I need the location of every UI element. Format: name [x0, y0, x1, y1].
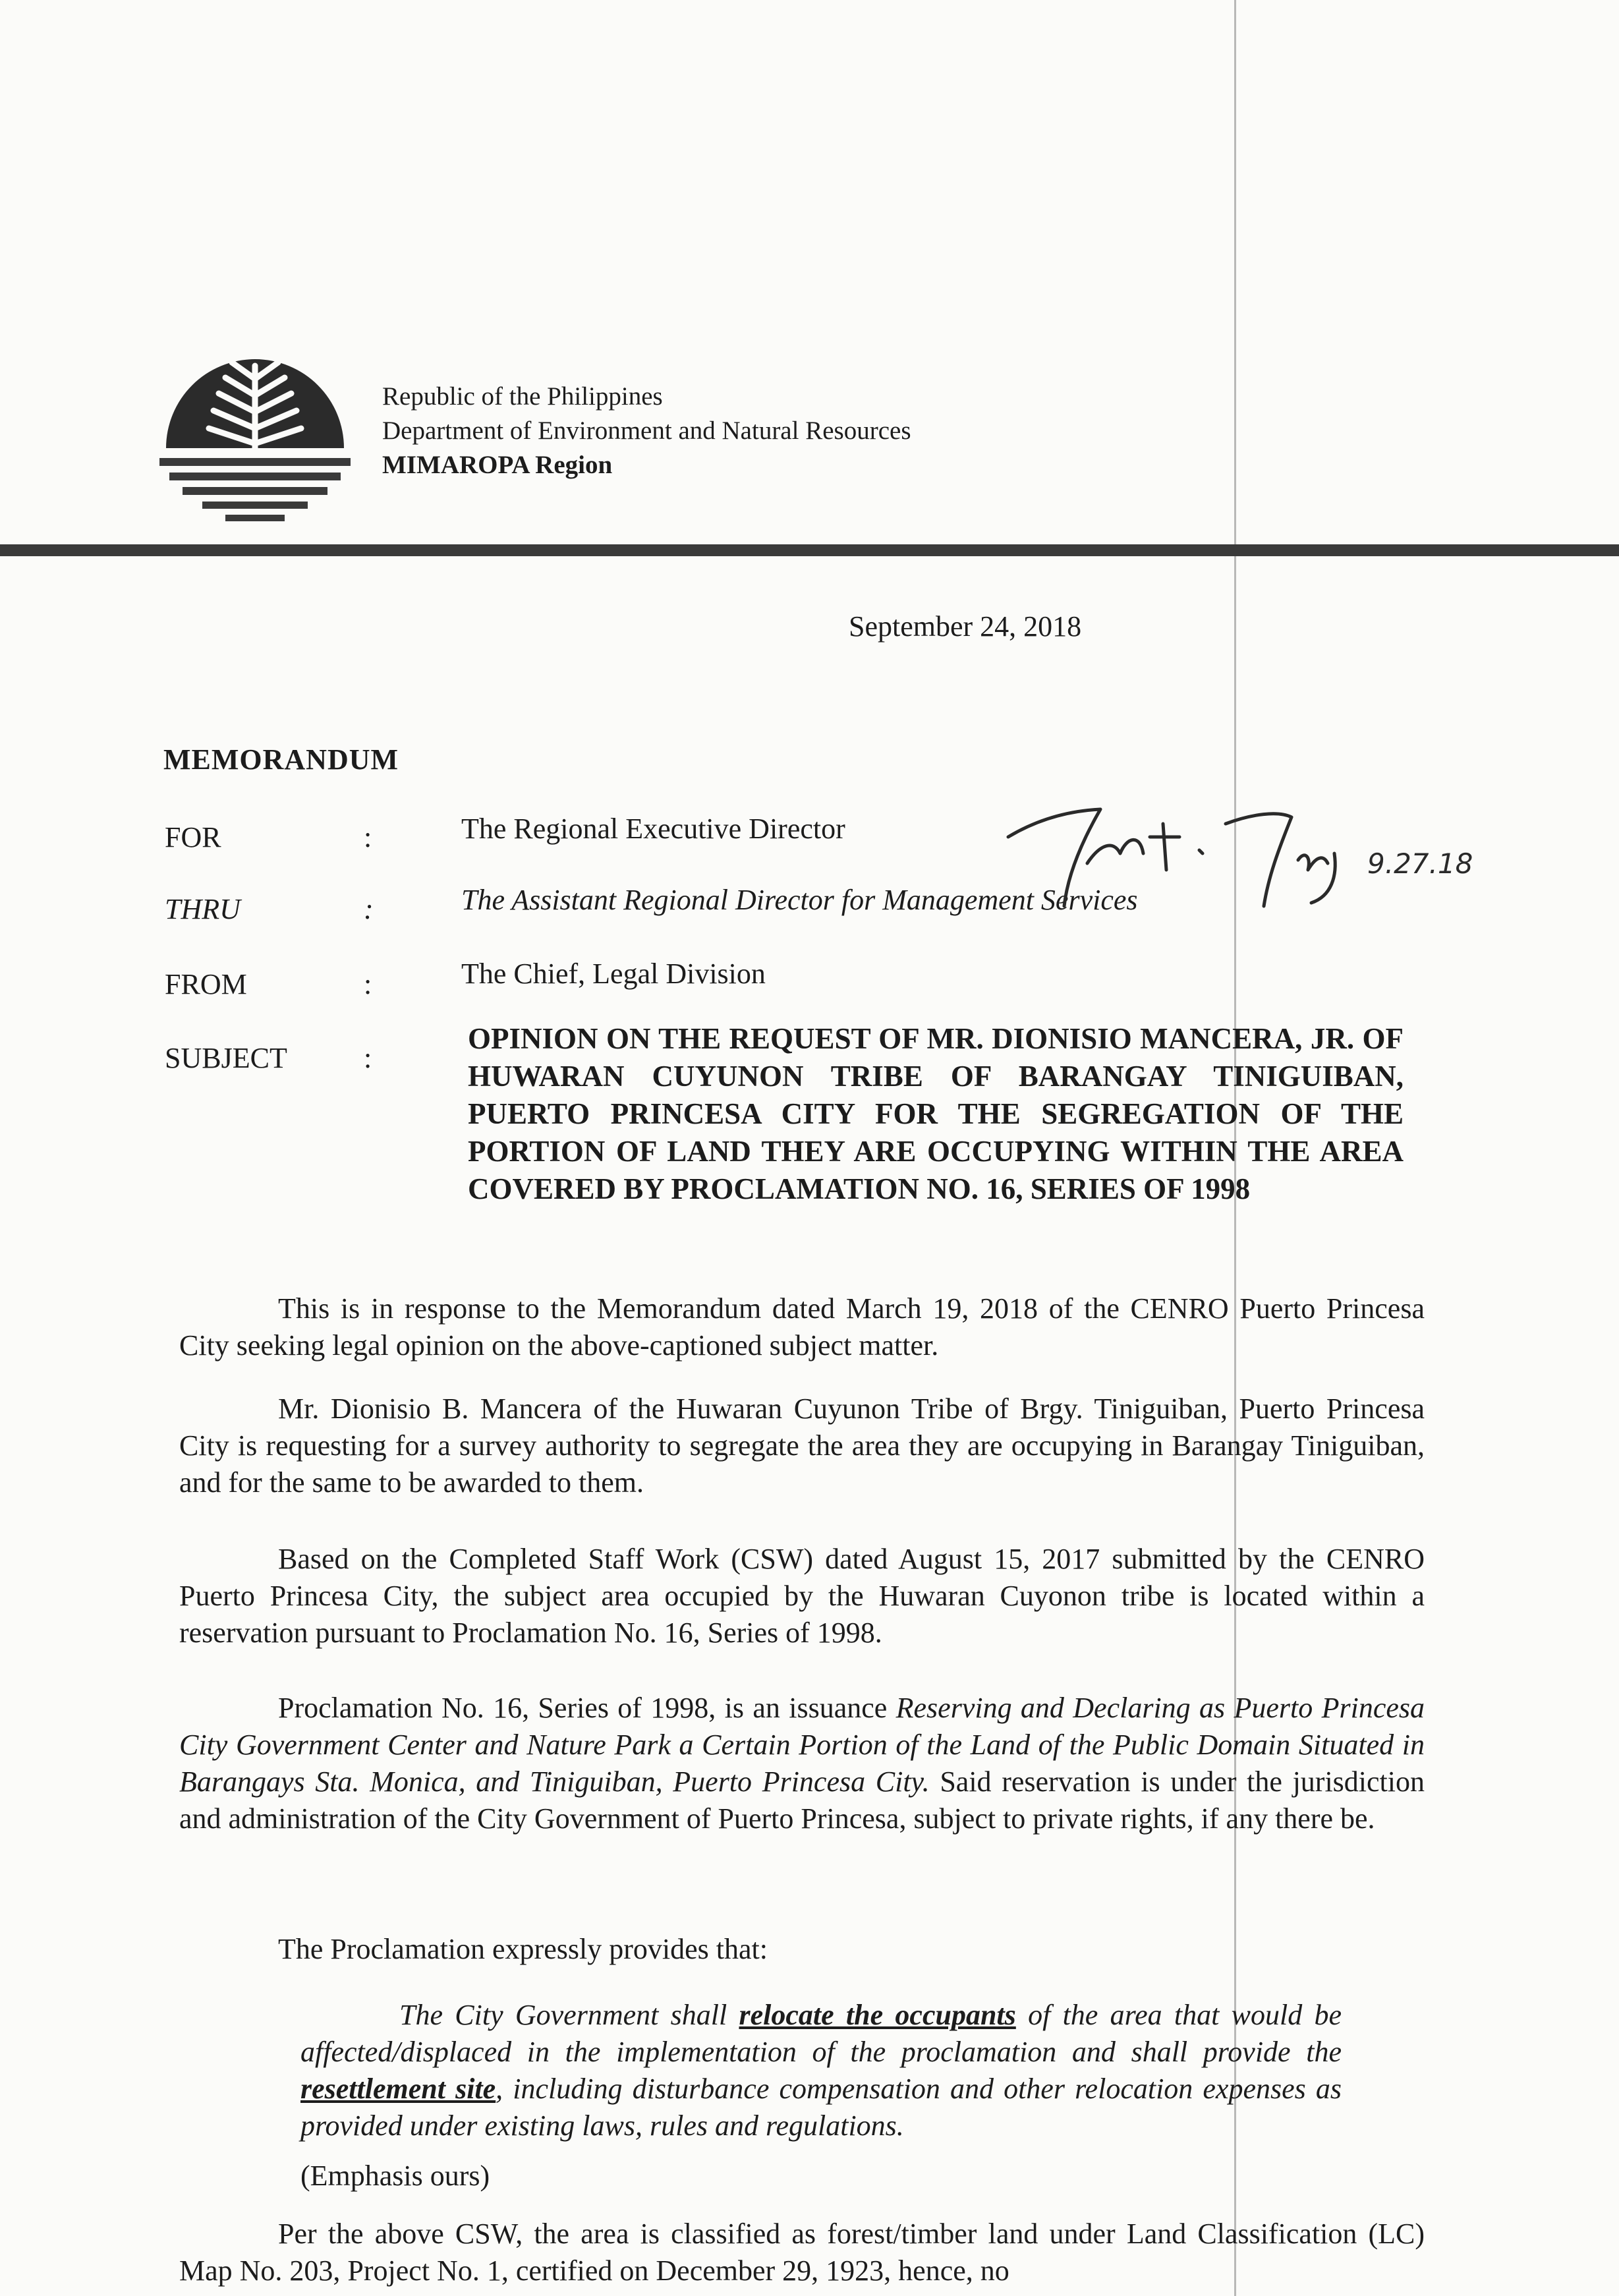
paragraph-6: Per the above CSW, the area is classified as forest/timber land under Land Classification (LC) Map No. 203, Project No. 1, certified on December 29, 1923, hence, no: [179, 2218, 1425, 2287]
quote-part-1: The City Government shall: [399, 1999, 739, 2031]
paragraph-4-title: Reserving and Declaring as Puerto Princesa City Government Center and Nature Park a Certain Portion of the Land of the Public Domain Situated in Barangays Sta. Monica, and Tiniguiban, Puerto Princesa City.: [179, 1692, 1425, 1798]
quote-emphasis-1: relocate the occupants: [739, 1999, 1016, 2031]
thru-label: THRU: [165, 893, 241, 925]
denr-logo: [153, 333, 357, 537]
memo-date: September 24, 2018: [849, 610, 1082, 643]
handwritten-date: 9.27.18: [1367, 847, 1473, 880]
from-colon: :: [364, 968, 372, 1000]
thru-colon: :: [364, 893, 374, 925]
for-label: FOR: [165, 821, 221, 853]
quote-part-3: , including disturbance compensation and other relocation expenses as provided under existing laws, rules and regulations.: [300, 2073, 1342, 2142]
for-colon: :: [364, 821, 372, 853]
for-value: The Regional Executive Director: [461, 813, 845, 845]
paragraph-3: Based on the Completed Staff Work (CSW) dated August 15, 2017 submitted by the CENRO Puerto Princesa City, the subject area occupied by the Huwaran Cuyonon tribe is located within a reservation pursuant to Proclamation No. 16, Series of 1998.: [179, 1543, 1425, 1649]
from-value: The Chief, Legal Division: [461, 958, 766, 990]
quote-emphasis-2: resettlement site: [300, 2073, 496, 2105]
letterhead: [382, 380, 911, 482]
paragraph-4-intro: Proclamation No. 16, Series of 1998, is an issuance: [278, 1692, 896, 1724]
thru-value: The Assistant Regional Director for Management Services: [461, 884, 1138, 916]
paragraph-4: [179, 1690, 1425, 1837]
emphasis-note: (Emphasis ours): [300, 2160, 490, 2192]
letterhead-republic: Republic of the Philippines: [382, 382, 663, 411]
paragraph-5: The Proclamation expressly provides that:: [278, 1933, 768, 1965]
subject-value: OPINION ON THE REQUEST OF MR. DIONISIO MANCERA, JR. OF HUWARAN CUYUNON TRIBE OF BARANGAY TINIGUIBAN, PUERTO PRINCESA CITY FOR THE SEGREGATION OF THE PORTION OF LAND THEY ARE OCCUPYING WITHIN THE AREA COVERED BY PROCLAMATION NO. 16, SERIES OF 1998: [468, 1022, 1404, 1205]
letterhead-region: MIMAROPA Region: [382, 451, 613, 479]
quote-part-2: of the area that would be affected/displaced in the implementation of the proclamation and shall provide the: [300, 1999, 1342, 2068]
subject-colon: :: [364, 1042, 372, 1074]
letterhead-department: Department of Environment and Natural Resources: [382, 416, 911, 445]
quoted-provision: [300, 1997, 1342, 2144]
paragraph-2: Mr. Dionisio B. Mancera of the Huwaran Cuyunon Tribe of Brgy. Tiniguiban, Puerto Princesa City is requesting for a survey authority to segregate the area they are occupying in Barangay Tiniguiban, and for the same to be awarded to them.: [179, 1392, 1425, 1499]
paragraph-1: This is in response to the Memorandum dated March 19, 2018 of the CENRO Puerto Princesa City seeking legal opinion on the above-captioned subject matter.: [179, 1292, 1425, 1362]
handwritten-initials: [1002, 791, 1502, 909]
letterhead-rule: [0, 544, 1619, 556]
subject-label: SUBJECT: [165, 1042, 287, 1074]
paragraph-4-rest: Said reservation is under the jurisdiction and administration of the City Government of Puerto Princesa, subject to private rights, if any there be.: [179, 1765, 1425, 1835]
memo-title: MEMORANDUM: [163, 743, 399, 776]
from-label: FROM: [165, 968, 247, 1000]
